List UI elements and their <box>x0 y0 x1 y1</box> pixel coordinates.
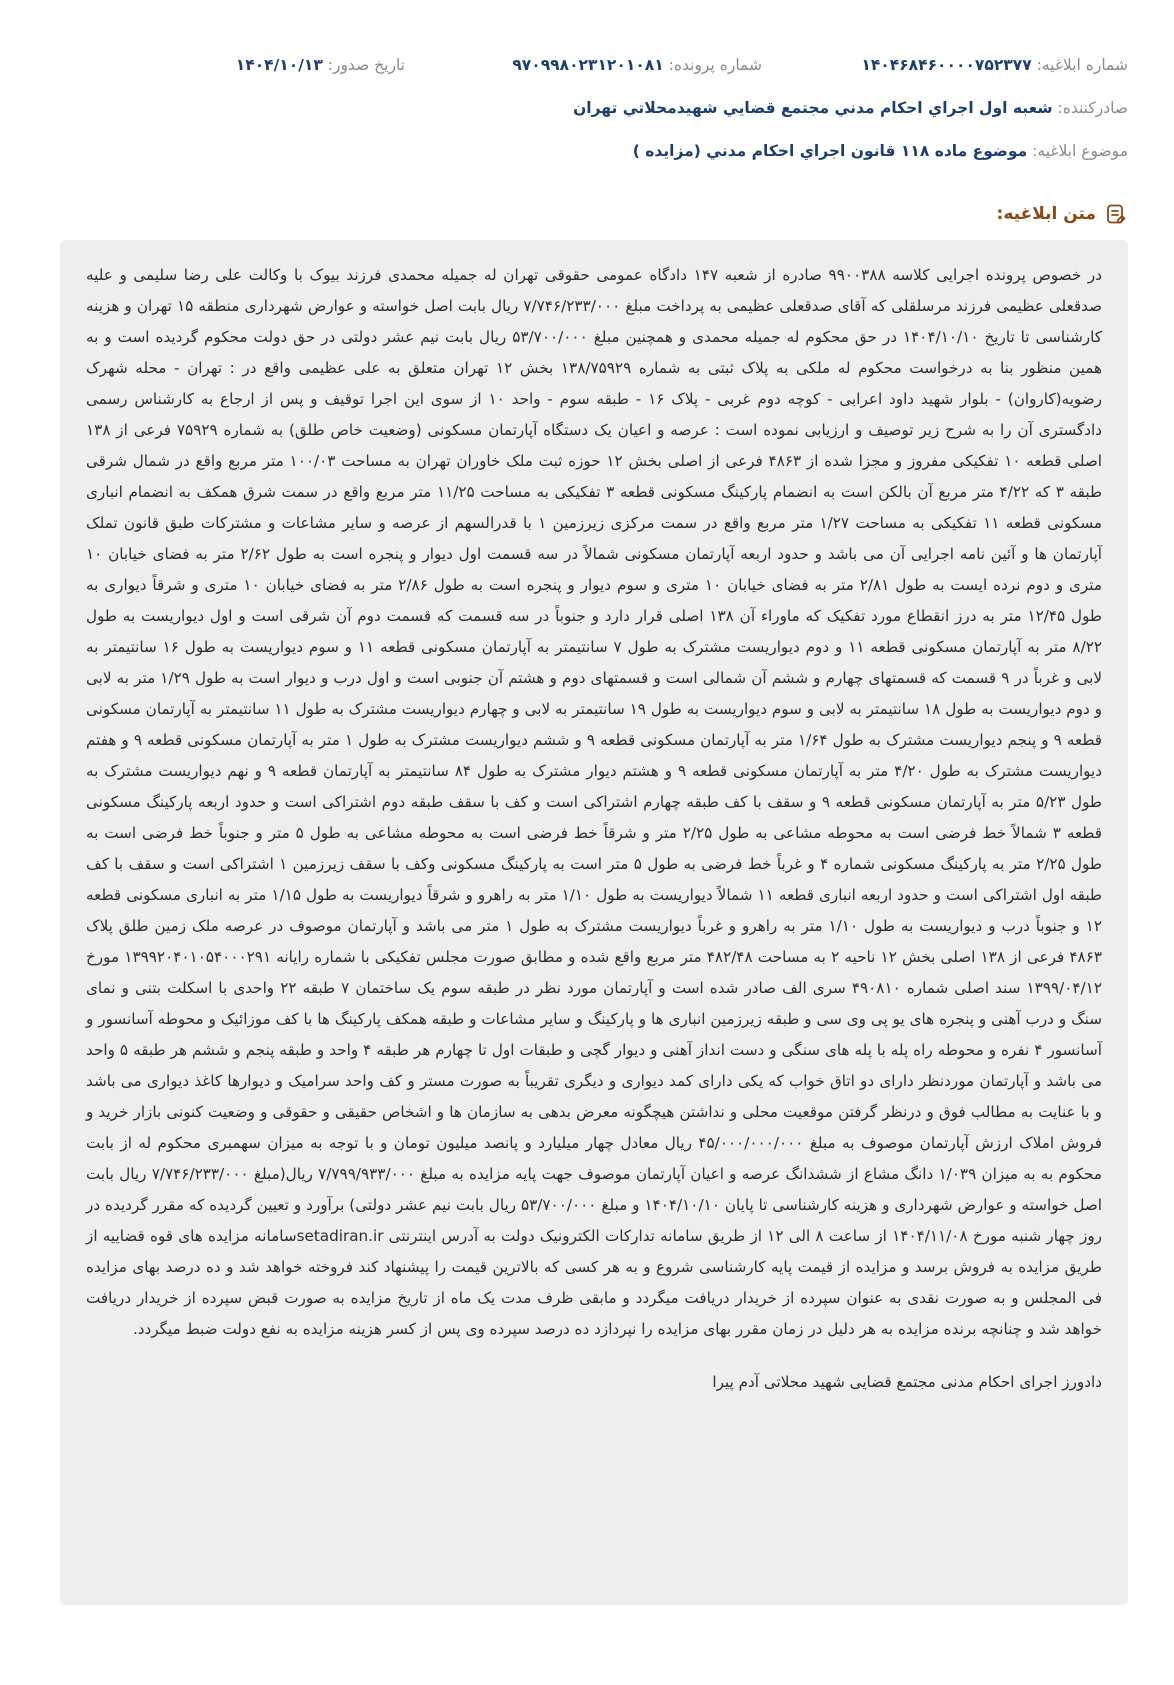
notice-text-title: متن ابلاغیه: <box>996 204 1096 224</box>
issuer-row <box>46 99 1128 117</box>
file-number-value: ۹۷۰۹۹۸۰۲۳۱۲۰۱۰۸۱ <box>512 56 664 74</box>
issue-date-label: تاریخ صدور: <box>327 56 405 74</box>
notice-number-label: شماره ابلاغیه: <box>1036 56 1128 74</box>
subject-label: موضوع ابلاغیه: <box>1032 142 1128 160</box>
notice-number-value: ۱۴۰۴۶۸۴۶۰۰۰۰۷۵۲۳۷۷ <box>861 56 1032 74</box>
issuer-label: صادرکننده: <box>1057 99 1128 117</box>
subject-value: موضوع ماده ۱۱۸ قانون اجراي احكام مدني (مزايده ) <box>632 142 1028 160</box>
issue-date <box>236 56 405 74</box>
notice-text-heading <box>997 200 1128 228</box>
subject-row <box>46 142 1128 160</box>
file-number-label: شماره پرونده: <box>668 56 762 74</box>
header-row-numbers <box>46 56 1128 80</box>
issue-date-value: ۱۴۰۴/۱۰/۱۳ <box>235 56 323 74</box>
notice-body-text: در خصوص پرونده اجرایی کلاسه ۹۹۰۰۳۸۸ صادره از شعبه ۱۴۷ دادگاه عمومی حقوقی تهران له جمیله محمدی فرزند بیوک با وکالت علی رضا سلیمی و علیه صدقعلی عظیمی فرزند مرسلقلی که آقای صدقعلی عظیمی به پرداخت مبلغ ۷/۷۴۶/۲۳۳/۰۰۰ ریال بابت اصل خواسته و عوارض شهرداری منطقه ۱۵ تهران و هزینه کارشناسی تا تاریخ ۱۴۰۴/۱۰/۱۰ در حق محکوم له جمیله محمدی و همچنین مبلغ ۵۳/۷۰۰/۰۰۰ ریال بابت نیم عشر دولتی در حق دولت محکوم گردیده است و به همین منظور بنا به درخواست محکوم له ملکی به پلاک ثبتی به شماره ۱۳۸/۷۵۹۲۹ بخش ۱۲ تهران متعلق به علی عظیمی واقع در : تهران - محله شهرک رضویه(کاروان) - بلوار شهید داود اعرابی - کوچه دوم غربی - پلاک ۱۶ - طبقه سوم - واحد ۱۰ از سوی این اجرا توقیف و پس از ارجاع به کارشناس رسمی دادگستری آن را به شرح زیر توصیف و ارزیابی نموده است : عرصه و اعیان یک دستگاه آپارتمان مسکونی (وضعیت خاص طلق) به شماره ۷۵۹۲۹ فرعی از ۱۳۸ اصلی قطعه ۱۰ تفکیکی مفروز و مجزا شده از ۴۸۶۳ فرعی از اصلی بخش ۱۲ حوزه ثبت ملک خاوران تهران به مساحت ۱۰۰/۰۳ متر مربع واقع در شمال شرقی طبقه ۳ که ۴/۲۲ متر مربع آن بالکن است به انضمام پارکینگ مسکونی قطعه ۳ تفکیکی به مساحت ۱۱/۲۵ متر مربع واقع در سمت شرق همکف به انضمام انباری مسکونی قطعه ۱۱ تفکیکی به مساحت ۱/۲۷ متر مربع واقع در سمت مرکزی زیرزمین ۱ با قدرالسهم از عرصه و سایر مشاعات و مشترکات طبق قانون تملک آپارتمان ها و آئین نامه اجرایی آن می باشد و حدود اربعه آپارتمان مسکونی شمالاً در سه قسمت اول دیوار و پنجره است به طول ۲/۶۲ متر به فضای خیابان ۱۰ متری و دوم نرده ایست به طول ۲/۸۱ متر به فضای خیابان ۱۰ متری و سوم دیوار و پنجره است به طول ۲/۸۶ متر به فضای خیابان ۱۰ متری و شرقاً دیواری به طول ۱۲/۴۵ متر به درز انقطاع مورد تفکیک که ماوراء آن ۱۳۸ اصلی قرار دارد و جنوباً در سه قسمت که قسمت دوم آن شرقی است و اول دیواریست به طول ۸/۲۲ متر به آپارتمان مسکونی قطعه ۱۱ و دوم دیواریست مشترک به طول ۷ سانتیمتر به آپارتمان مسکونی قطعه ۱۱ و سوم دیواریست به طول ۱۶ سانتیمتر به لابی و غرباً در ۹ قسمت که قسمتهای چهارم و ششم آن شمالی است و قسمتهای دوم و هشتم آن جنوبی است و اول درب و دیوار است به طول ۱/۲۹ متر به لابی و دوم دیواریست به طول ۱۸ سانتیمتر به لابی و سوم دیواریست به طول ۱۹ سانتیمتر به لابی و چهارم دیواریست مشترک به طول ۱۱ سانتیمتر به آپارتمان مسکونی قطعه ۹ و پنجم دیواریست مشترک به طول ۱/۶۴ متر به آپارتمان مسکونی قطعه ۹ و ششم دیواریست مشترک به طول ۱ متر به آپارتمان مسکونی قطعه ۹ و هفتم دیواریست مشترک به طول ۴/۲۰ متر به آپارتمان مسکونی قطعه ۹ و هشتم دیوار مشترک به طول ۸۴ سانتیمتر به آپارتمان قطعه ۹ و نهم دیواریست مشترک به طول ۵/۲۳ متر به آپارتمان مسکونی قطعه ۹ و سقف با کف طبقه چهارم اشتراکی است و کف با سقف طبقه دوم اشتراکی است و حدود اربعه پارکینگ مسکونی قطعه ۳ شمالاً خط فرضی است به محوطه مشاعی به طول ۲/۲۵ متر و شرقاً خط فرضی است به محوطه مشاعی به طول ۵ متر و جنوباً خط فرضی است به طول ۲/۲۵ متر به پارکینگ مسکونی شماره ۴ و غرباً خط فرضی به طول ۵ متر است به پارکینگ مسکونی وکف با سقف زیرزمین ۱ اشتراکی است و سقف با کف طبقه اول اشتراکی است و حدود اربعه انباری قطعه ۱۱ شمالاً دیواریست به طول ۱/۱۰ متر به راهرو و شرقاً دیواریست به طول ۱/۱۵ متر به انباری مسکونی قطعه ۱۲ و جنوباً درب و دیواریست به طول ۱/۱۰ متر به راهرو و غرباً دیواریست مشترک به طول ۱ متر می باشد و آپارتمان موصوف در عرصه ملک زمین طلق پلاک ۴۸۶۳ فرعی از ۱۳۸ اصلی بخش ۱۲ ناحیه ۲ به مساحت ۴۸۲/۴۸ متر مربع واقع شده و مطابق صورت مجلس تفکیکی با شماره رایانه ۱۳۹۹۲۰۴۰۱۰۵۴۰۰۰۲۹۱ مورخ ۱۳۹۹/۰۴/۱۲ سند اصلی شماره ۴۹۰۸۱۰ سری الف صادر شده است و آپارتمان مورد نظر در طبقه سوم یک ساختمان ۷ طبقه ۲۲ واحدی با اسکلت بتنی و نمای سنگ و درب آهنی و پنجره های یو پی وی سی و طبقه زیرزمین انباری ها و پارکینگ و سایر مشاعات و طبقه همکف پارکینگ ها با کف موزائیک و محوطه آسانسور و آسانسور ۴ نفره و محوطه راه پله با پله های سنگی و دست انداز آهنی و دیوار گچی و طبقات اول تا چهارم هر طبقه ۴ واحد و طبقه پنجم و ششم هر طبقه ۵ واحد می باشد و آپارتمان موردنظر دارای دو اتاق خواب که یکی دارای کمد دیواری و دیگری تقریباً به صورت مستر و کف واحد سرامیک و دیوارها کاغذ دیواری می باشد و با عنایت به مطالب فوق و درنظر گرفتن موقعیت محلی و نداشتن هیچگونه معرض بدهی به سازمان ها و اشخاص حقیقی و حقوقی و وضعیت کنونی بازار خرید و فروش املاک ارزش آپارتمان موصوف به مبلغ ۴۵/۰۰۰/۰۰۰/۰۰۰ ریال معادل چهار میلیارد و پانصد میلیون تومان و با توجه به میزان سهمبری محکوم له از بابت محکوم به به میزان ۱/۰۳۹ دانگ مشاع از ششدانگ عرصه و اعیان آپارتمان موصوف جهت پایه مزایده به مبلغ ۷/۷۹۹/۹۳۳/۰۰۰ ریال(مبلغ ۷/۷۴۶/۲۳۳/۰۰۰ ریال بابت اصل خواسته و عوارض شهرداری و هزینه کارشناسی تا پایان ۱۴۰۴/۱۰/۱۰ و مبلغ ۵۳/۷۰۰/۰۰۰ ریال بابت نیم عشر دولتی) برآورد و تعیین گردیده که مقرر گردیده در روز چهار شنبه مورخ ۱۴۰۴/۱۱/۰۸ از ساعت ۸ الی ۱۲ از طریق سامانه تدارکات الکترونیک دولت به آدرس اینترنتی setadiran.irسامانه مزایده های قوه قضاییه از طریق مزایده به فروش برسد و مزایده از قیمت پایه کارشناسی شروع و به هر کسی که بالاترین قیمت را پیشنهاد کند فروخته خواهد شد و ده درصد بهای مزایده فی المجلس و به صورت نقدی به عنوان سپرده از خریدار دریافت میگردد و مابقی ظرف مدت یک ماه از تاریخ مزایده به صورت قبض سپرده از خریدار دریافت خواهد شد و چنانچه برنده مزایده به هر دلیل در زمان مقرر بهای مزایده را نپردازد ده درصد سپرده وی پس از کسر هزینه مزایده به نفع دولت ضبط میگردد. <box>86 266 1103 1338</box>
issuer-value: شعبه اول اجراي احكام مدني مجتمع قضايي شهيدمحلاتي تهران <box>573 99 1053 117</box>
notice-body <box>60 240 1128 1605</box>
document-icon <box>1104 202 1128 226</box>
file-number <box>512 56 762 74</box>
notice-signature: دادورز اجرای احکام مدنی مجتمع قضایی شهید محلاتی آدم پیرا <box>712 1373 1102 1391</box>
notice-number <box>861 56 1128 74</box>
